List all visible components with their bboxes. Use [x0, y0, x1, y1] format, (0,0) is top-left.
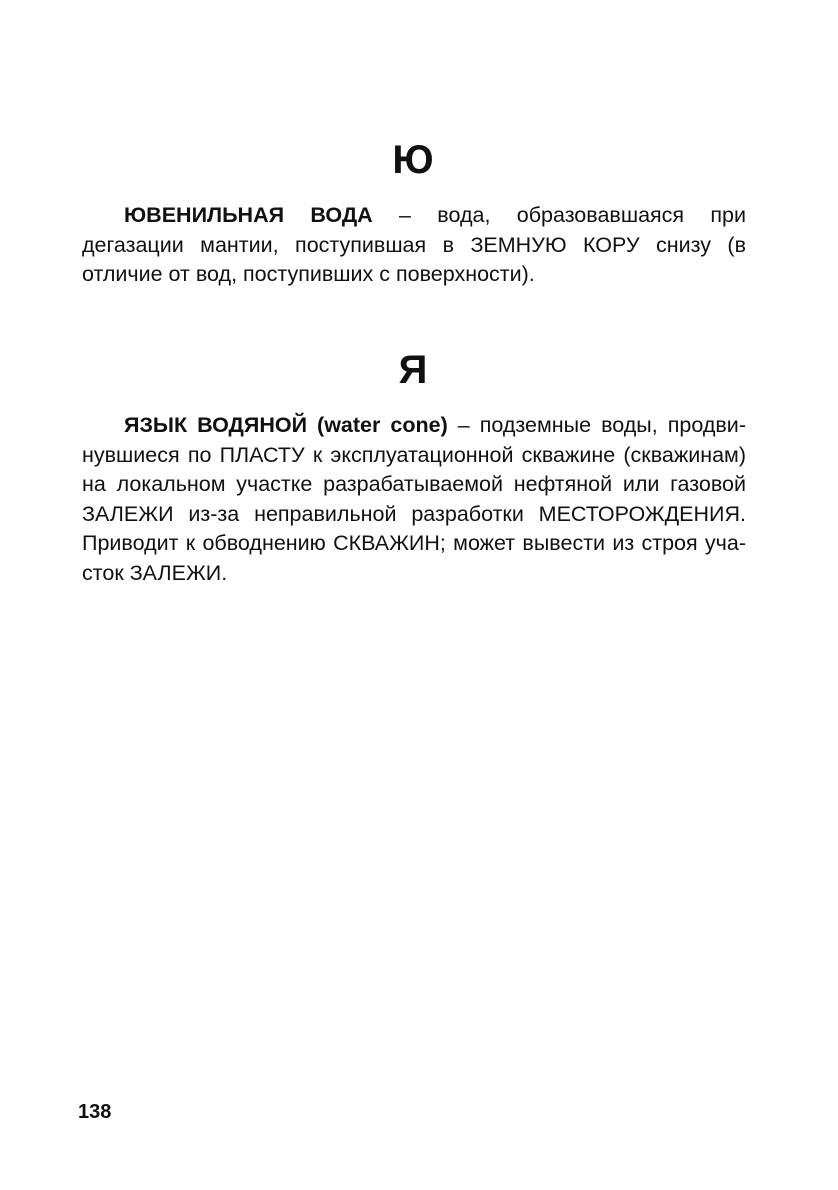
section-letter-heading: Ю [392, 138, 434, 182]
entry-definition: – вода, образовавшаяся при дегазации мантии, поступившая в ЗЕМНУЮ КОРУ снизу (в отличие от вод, поступивших с поверхности). [82, 203, 747, 287]
entry-definition: – подземные воды, продвинувшиеся по ПЛАСТУ к эксплуатационной скважине (скважинам) на локальном участке разрабатываемой нефтяной или газовой ЗАЛЕЖИ из-за неправильной разработки МЕСТОРОЖДЕНИЯ. Приводит к обводнению СКВАЖИН; может вывести из строя участок ЗАЛЕЖИ. [82, 413, 746, 585]
dictionary-entry [82, 201, 746, 290]
entry-term: ЮВЕНИЛЬНАЯ ВОДА [124, 203, 373, 227]
entry-term: ЯЗЫК ВОДЯНОЙ (water cone) [124, 413, 448, 437]
page-number: 138 [78, 1101, 112, 1123]
section-letter-heading: Я [398, 348, 428, 392]
dictionary-entry [82, 411, 746, 589]
